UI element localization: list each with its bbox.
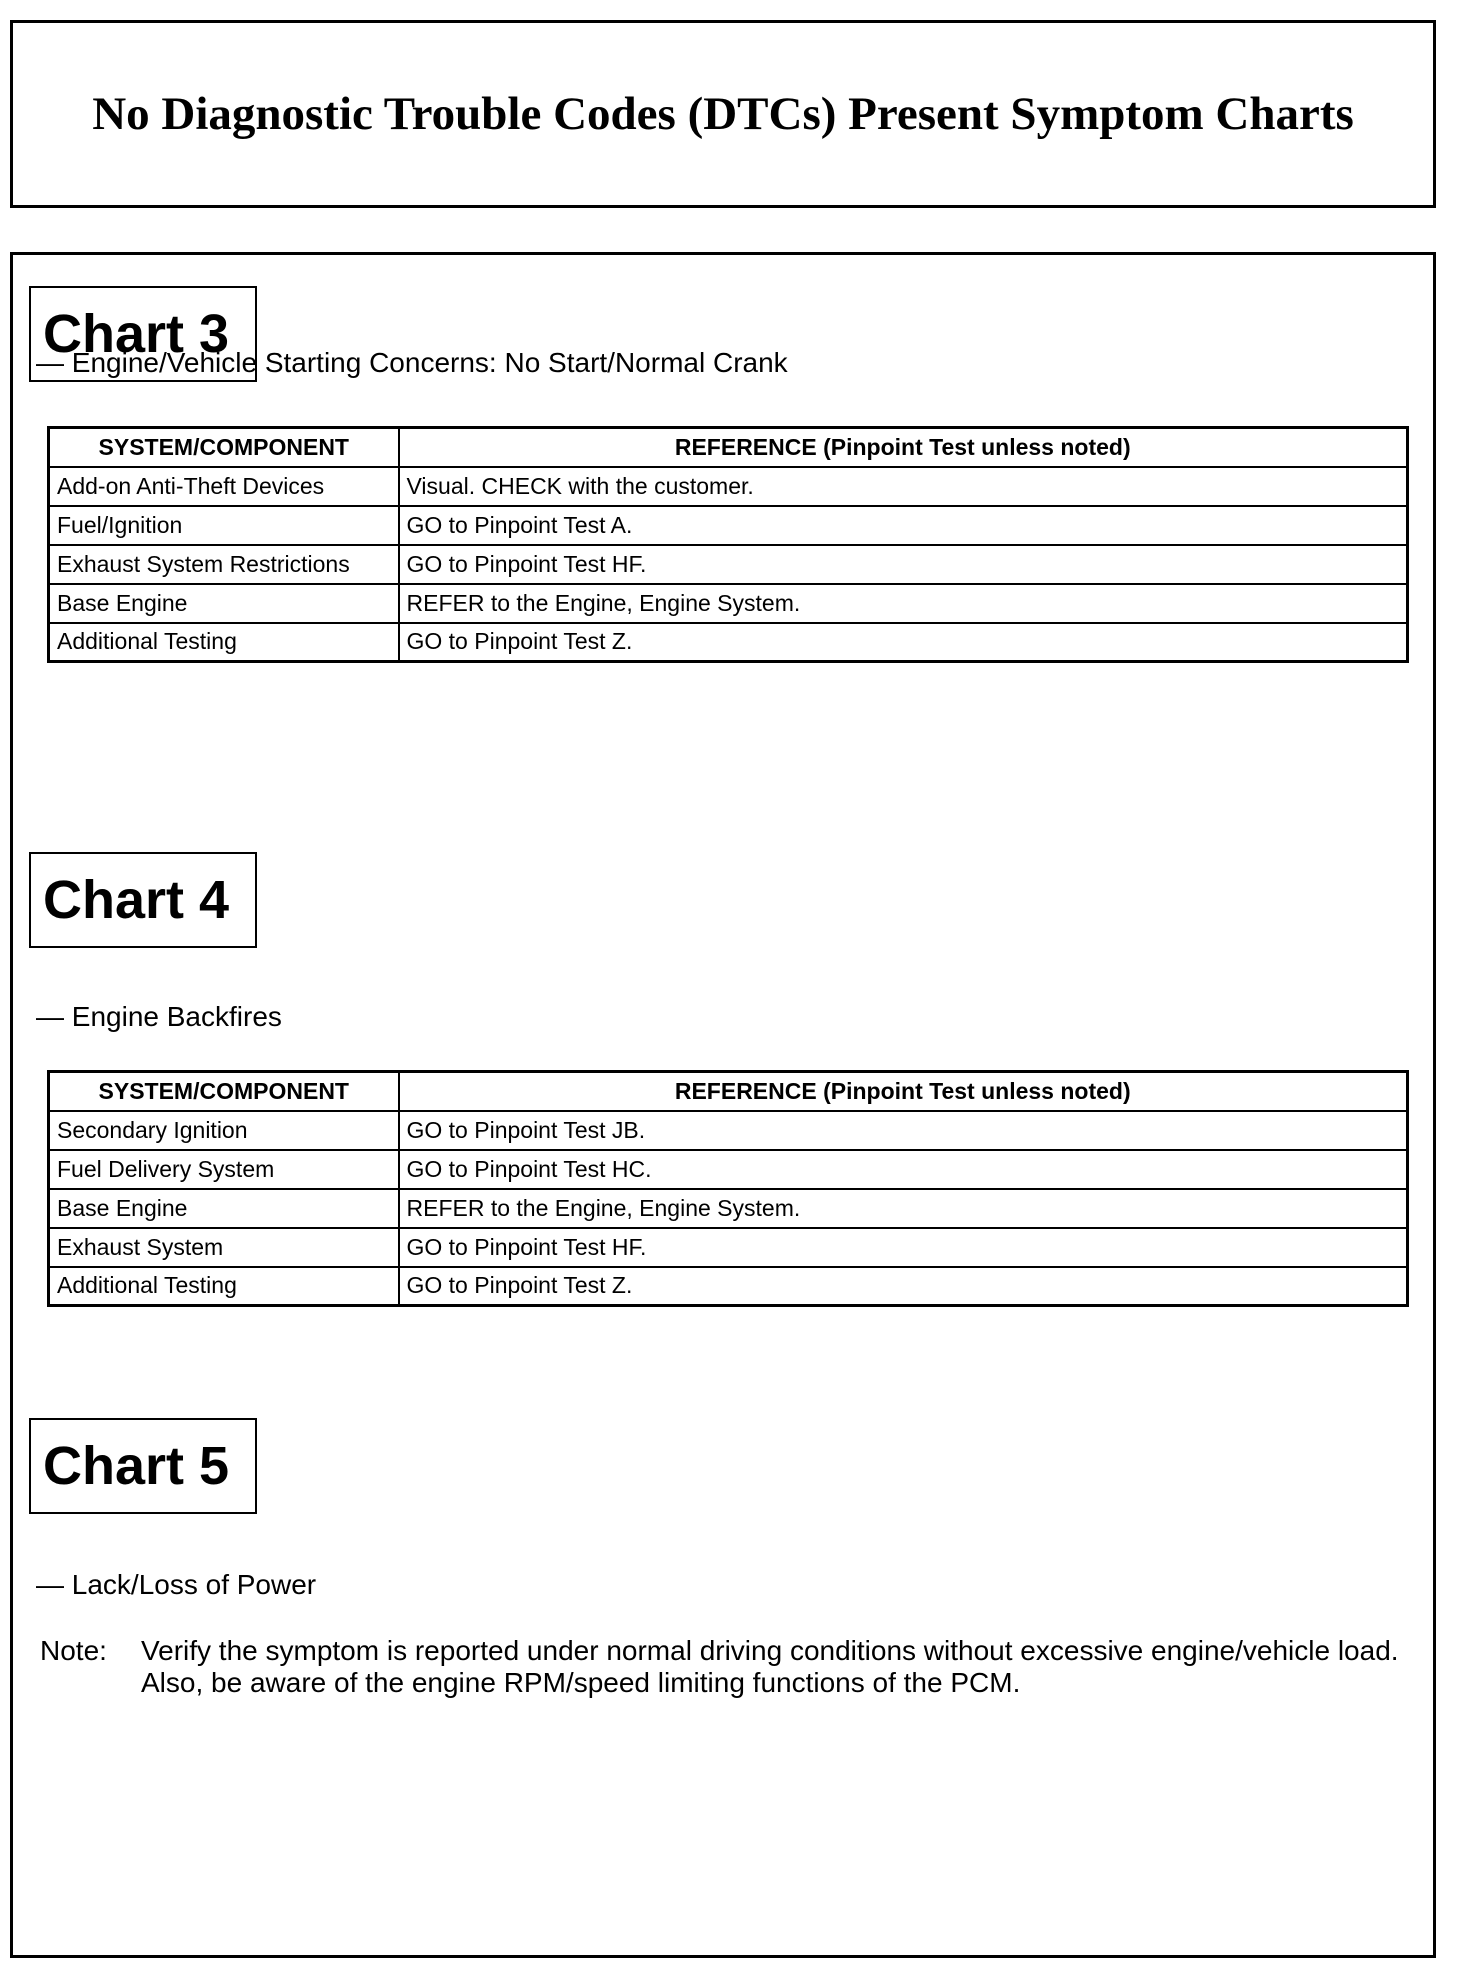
table-header-row xyxy=(49,428,1408,467)
reference-cell: GO to Pinpoint Test JB. xyxy=(399,1111,1408,1150)
header-reference: REFERENCE (Pinpoint Test unless noted) xyxy=(399,1072,1408,1111)
reference-cell: GO to Pinpoint Test Z. xyxy=(399,623,1408,662)
component-cell: Base Engine xyxy=(49,584,399,623)
table-row xyxy=(49,467,1408,506)
component-cell: Secondary Ignition xyxy=(49,1111,399,1150)
reference-cell: GO to Pinpoint Test HF. xyxy=(399,1228,1408,1267)
chart-4-label: Chart 4 xyxy=(29,852,257,948)
reference-cell: REFER to the Engine, Engine System. xyxy=(399,584,1408,623)
chart-4-table xyxy=(47,1070,1409,1307)
reference-cell: REFER to the Engine, Engine System. xyxy=(399,1189,1408,1228)
note-label: Note: xyxy=(40,1635,107,1666)
table-row xyxy=(49,1150,1408,1189)
chart-3-table xyxy=(47,426,1409,663)
header-reference: REFERENCE (Pinpoint Test unless noted) xyxy=(399,428,1408,467)
table-row xyxy=(49,506,1408,545)
chart-5-label: Chart 5 xyxy=(29,1418,257,1514)
table-row xyxy=(49,1189,1408,1228)
chart-3-label: Chart 3 xyxy=(29,286,257,382)
table-row xyxy=(49,623,1408,662)
chart-5-note xyxy=(40,1635,1410,1699)
chart-3-subtitle: — Engine/Vehicle Starting Concerns: No Start/Normal Crank xyxy=(36,347,788,378)
reference-cell: Visual. CHECK with the customer. xyxy=(399,467,1408,506)
component-cell: Base Engine xyxy=(49,1189,399,1228)
component-cell: Exhaust System xyxy=(49,1228,399,1267)
table-row xyxy=(49,1111,1408,1150)
page-title: No Diagnostic Trouble Codes (DTCs) Present Symptom Charts xyxy=(92,88,1354,140)
reference-cell: GO to Pinpoint Test Z. xyxy=(399,1267,1408,1306)
component-cell: Add-on Anti-Theft Devices xyxy=(49,467,399,506)
table-row xyxy=(49,1228,1408,1267)
component-cell: Exhaust System Restrictions xyxy=(49,545,399,584)
chart-5-subtitle: — Lack/Loss of Power xyxy=(36,1569,317,1600)
component-cell: Fuel Delivery System xyxy=(49,1150,399,1189)
component-cell: Additional Testing xyxy=(49,1267,399,1306)
header-system-component: SYSTEM/COMPONENT xyxy=(49,1072,399,1111)
chart-4-subtitle: — Engine Backfires xyxy=(36,1001,282,1032)
reference-cell: GO to Pinpoint Test A. xyxy=(399,506,1408,545)
reference-cell: GO to Pinpoint Test HC. xyxy=(399,1150,1408,1189)
table-header-row xyxy=(49,1072,1408,1111)
component-cell: Additional Testing xyxy=(49,623,399,662)
table-row xyxy=(49,545,1408,584)
title-box xyxy=(10,20,1436,208)
charts-container xyxy=(10,252,1436,1958)
header-system-component: SYSTEM/COMPONENT xyxy=(49,428,399,467)
component-cell: Fuel/Ignition xyxy=(49,506,399,545)
table-row xyxy=(49,1267,1408,1306)
note-text: Verify the symptom is reported under normal driving conditions without excessive engine/vehicle load. Also, be aware of the engine RPM/speed limiting functions of the PCM. xyxy=(141,1635,1399,1698)
table-row xyxy=(49,584,1408,623)
reference-cell: GO to Pinpoint Test HF. xyxy=(399,545,1408,584)
